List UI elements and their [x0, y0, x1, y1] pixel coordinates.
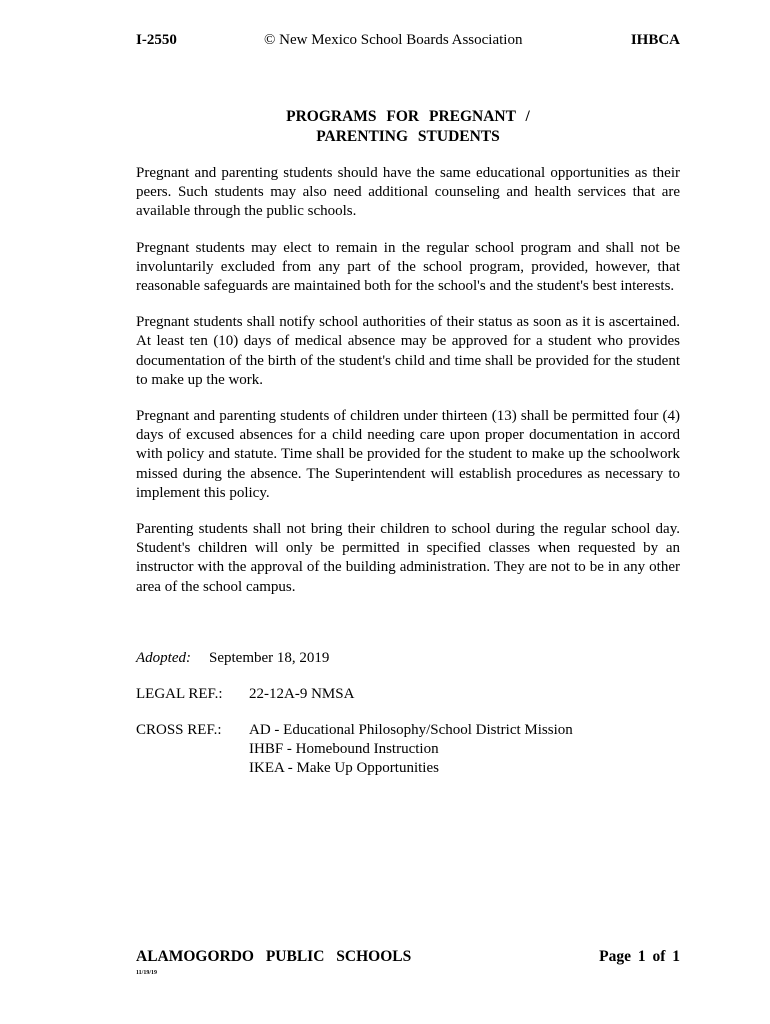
- adopted-label: Adopted:: [136, 650, 191, 666]
- cross-ref-item: IHBF - Homebound Instruction: [249, 741, 439, 758]
- district-name: ALAMOGORDO PUBLIC SCHOOLS: [136, 948, 412, 965]
- paragraph: Pregnant students shall notify school authorities of their status as soon as it is ascertained. At least ten (10) days of medical absence may be approved for a student who provides documentation of the birth of the student's child and time shall be provided for the student to make up the work.: [136, 314, 680, 388]
- page-footer: [136, 948, 680, 970]
- title-line-1: PROGRAMS FOR PREGNANT /: [286, 108, 530, 125]
- page-header: [136, 32, 680, 52]
- revision-date: 11/19/19: [136, 970, 158, 976]
- cross-ref-item: IKEA - Make Up Opportunities: [249, 760, 439, 777]
- policy-body: [136, 164, 680, 614]
- title-line-2: PARENTING STUDENTS: [316, 128, 500, 145]
- paragraph: Pregnant and parenting students of children under thirteen (13) shall be permitted four (4) days of excused absences for a child needing care upon proper documentation in accord with policy and statute. Time shall be provided for the student to make up the schoolwork missed during the absence. The Superintendent will establish procedures as necessary to implement this policy.: [136, 408, 680, 501]
- paragraph: Pregnant and parenting students should have the same educational opportunities as their peers. Such students may also need additional counseling and health services that are available through the public schools.: [136, 165, 680, 220]
- copyright-notice: © New Mexico School Boards Association: [264, 32, 523, 48]
- policy-code-right: IHBCA: [630, 32, 680, 48]
- policy-code-left: I-2550: [136, 32, 177, 48]
- page-number: Page 1 of 1: [599, 948, 680, 965]
- legal-ref-label: LEGAL REF.:: [136, 686, 223, 702]
- paragraph: Pregnant students may elect to remain in the regular school program and shall not be involuntarily excluded from any part of the school program, provided, however, that reasonable safeguards are maintained both for the school's and the student's best interests.: [136, 239, 680, 295]
- cross-ref-item: AD - Educational Philosophy/School District Mission: [249, 722, 573, 738]
- legal-ref-value: 22-12A-9 NMSA: [249, 686, 355, 702]
- cross-ref-label: CROSS REF.:: [136, 722, 222, 738]
- paragraph: Parenting students shall not bring their children to school during the regular school day. Student's children will only be permitted in specified classes when requested by an instructor with the approval of the building administration. They are not to be in any other area of the school campus.: [136, 521, 680, 595]
- adopted-date: September 18, 2019: [209, 650, 330, 666]
- page-title: [136, 107, 680, 147]
